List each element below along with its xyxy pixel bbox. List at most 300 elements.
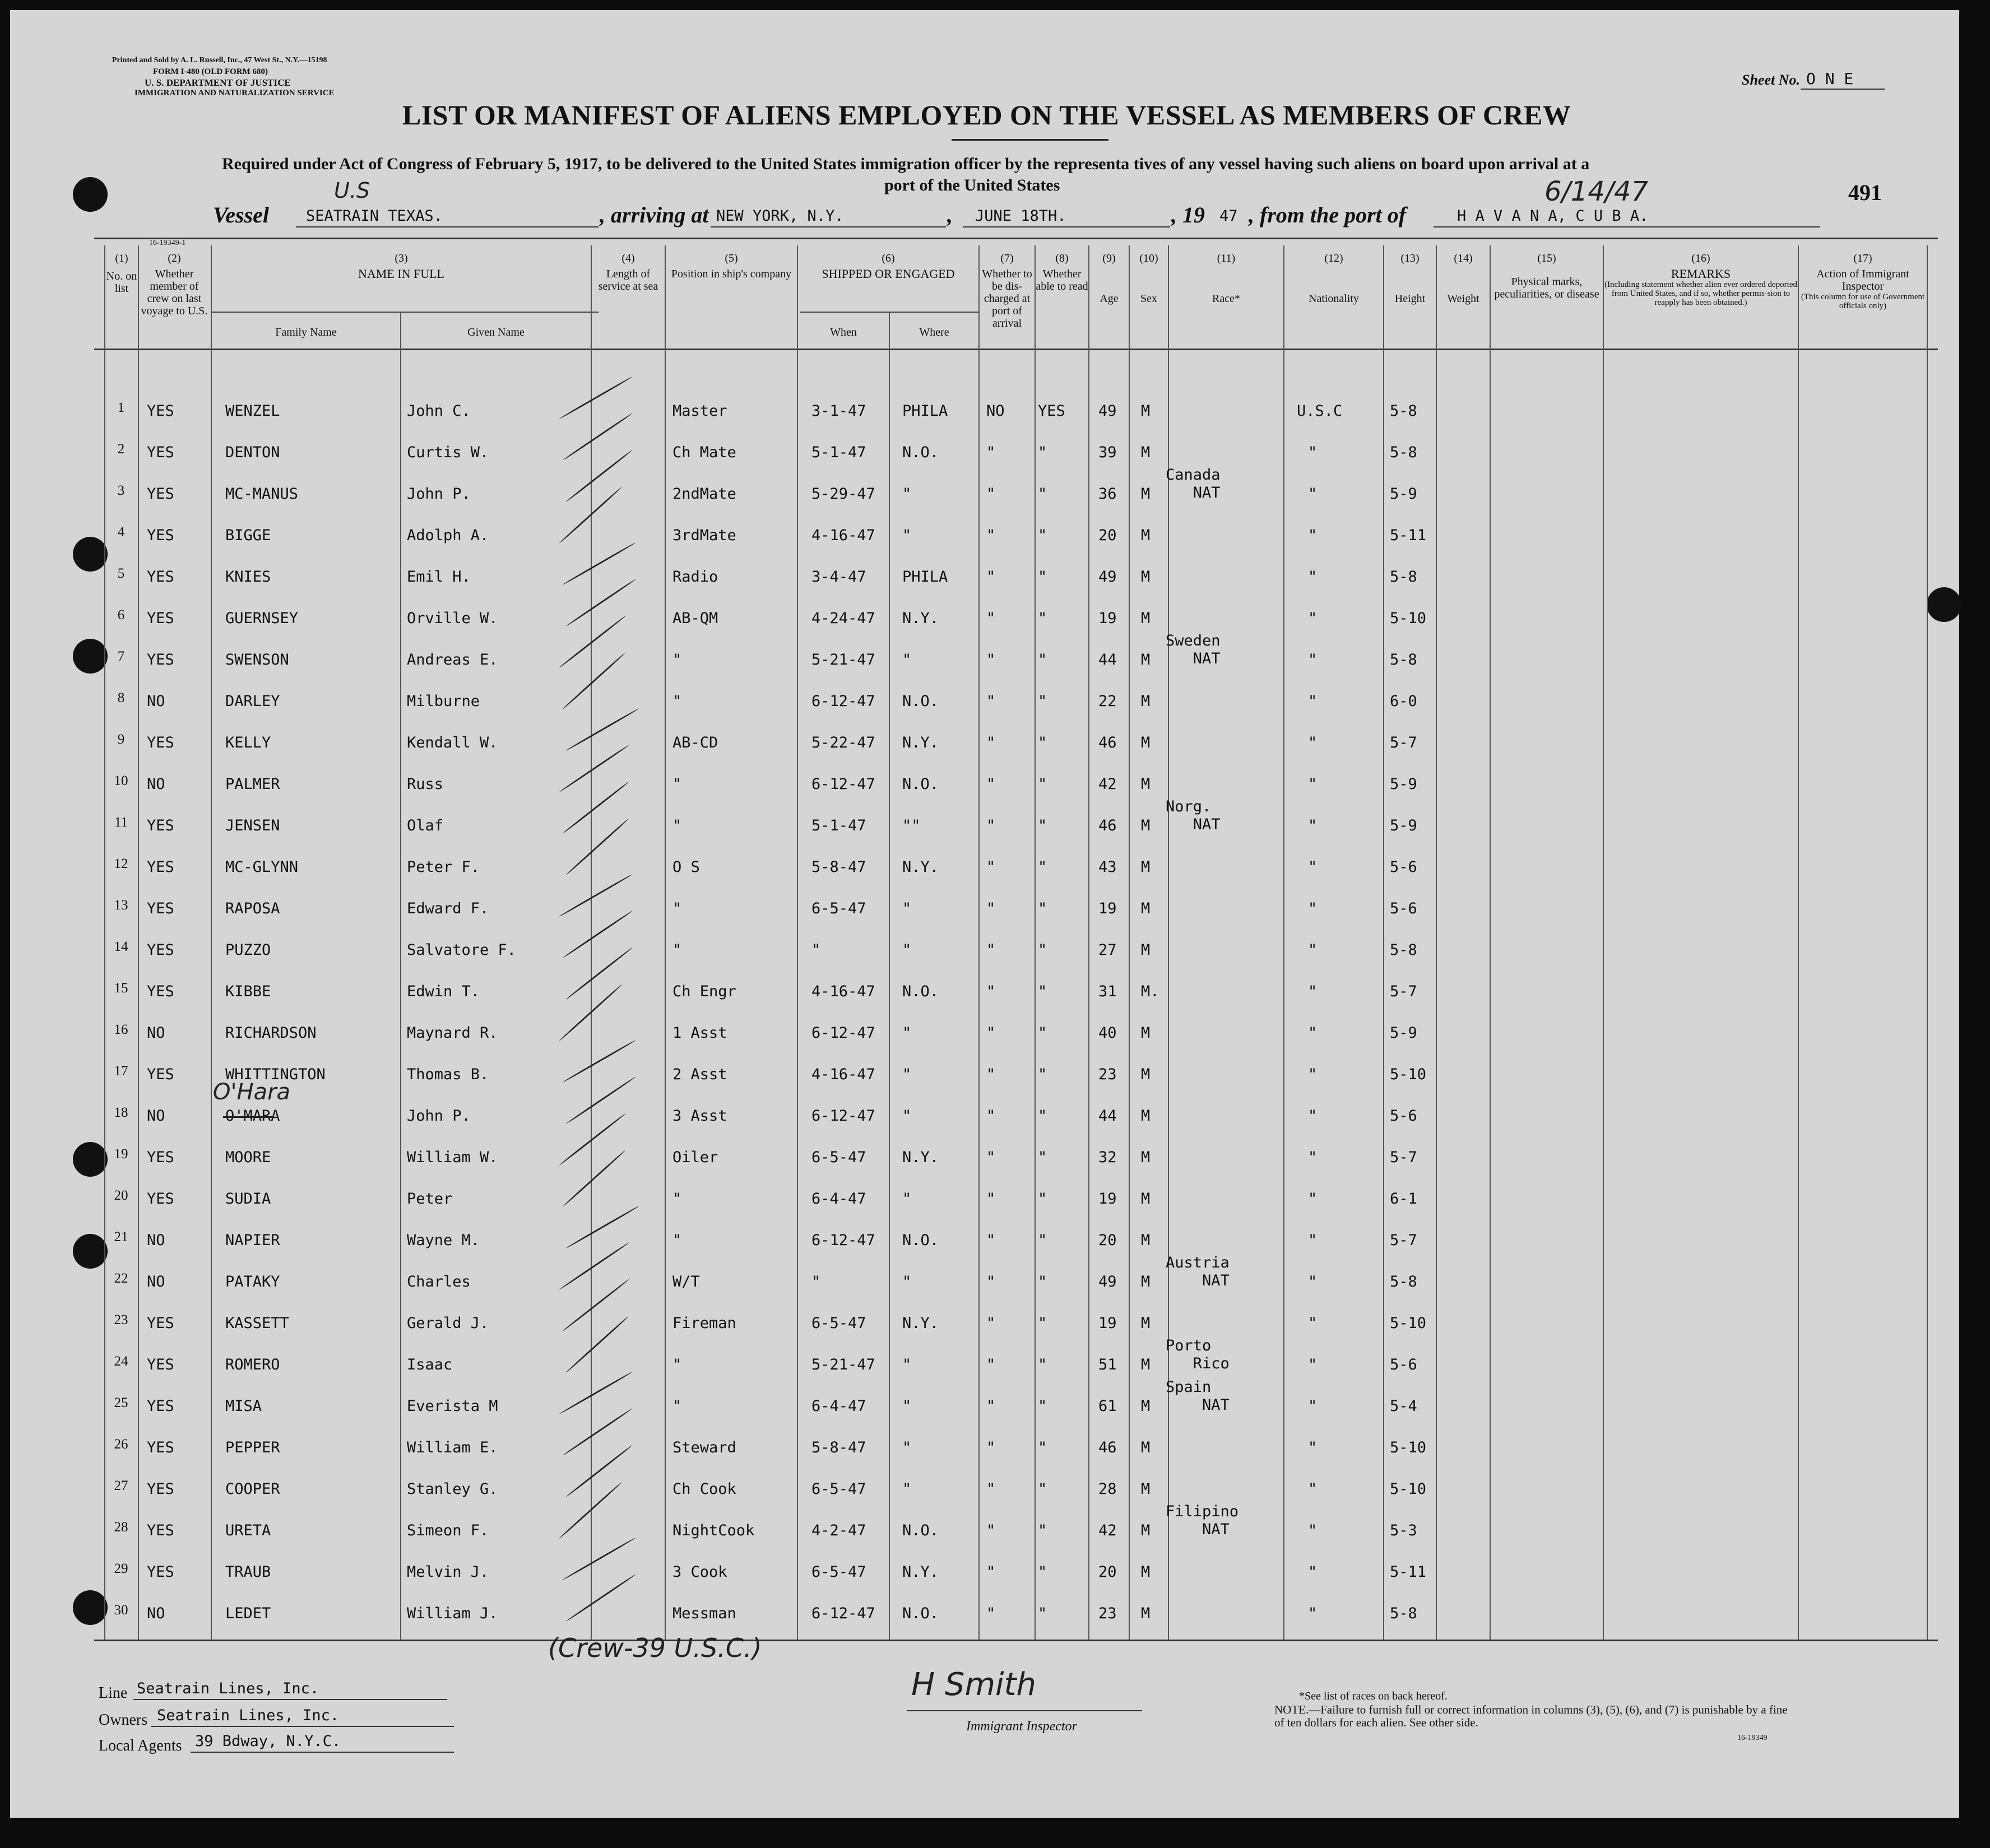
family-name-cell: BIGGE: [225, 527, 271, 544]
family-name-cell: SWENSON: [225, 651, 289, 668]
sheet-label: Sheet No.: [1742, 72, 1800, 88]
from-port: H A V A N A, C U B A.: [1457, 207, 1649, 225]
shipped-where-cell: N.Y.: [902, 610, 939, 627]
height-cell: 5-7: [1390, 983, 1417, 1000]
age-cell: 32: [1098, 1149, 1117, 1166]
height-cell: 5-11: [1390, 527, 1427, 544]
crew-last-voyage-cell: YES: [147, 1522, 174, 1539]
crew-last-voyage-cell: YES: [147, 527, 174, 544]
position-cell: 3 Cook: [672, 1563, 727, 1581]
able-to-read-cell: ": [1038, 900, 1047, 917]
crew-last-voyage-cell: YES: [147, 1480, 174, 1498]
col-15-header: (15) Physical marks, peculiarities, or disease: [1494, 252, 1599, 300]
col-5-header: (5) Position in ship's company: [671, 252, 792, 280]
height-cell: 5-8: [1390, 1605, 1417, 1622]
discharged-cell: ": [986, 651, 996, 668]
sex-cell: M: [1141, 693, 1151, 710]
row-number: 12: [114, 856, 128, 871]
position-cell: ": [672, 941, 682, 959]
row-number: 30: [114, 1603, 128, 1618]
check-mark: [562, 652, 625, 710]
row-number: 28: [114, 1520, 128, 1535]
nationality-cell: ": [1308, 527, 1318, 544]
shipped-where-cell: ": [902, 1480, 912, 1498]
shipped-where-cell: N.O.: [902, 1522, 939, 1539]
family-name-cell: MC-GLYNN: [225, 858, 299, 876]
family-name-cell: O'MARA: [225, 1107, 280, 1125]
discharged-cell: ": [986, 941, 996, 959]
owners-value: Seatrain Lines, Inc.: [157, 1707, 340, 1724]
discharged-cell: ": [986, 1480, 996, 1498]
age-cell: 23: [1098, 1605, 1117, 1622]
age-cell: 44: [1098, 1107, 1117, 1125]
discharged-cell: ": [986, 568, 996, 586]
position-cell: AB-CD: [672, 734, 718, 751]
family-name-cell: NAPIER: [225, 1232, 280, 1249]
sex-cell: M: [1141, 1315, 1151, 1332]
shipped-when-cell: 6-12-47: [811, 776, 875, 793]
nationality-cell: ": [1308, 817, 1318, 834]
sex-cell: M: [1141, 1024, 1151, 1042]
position-cell: AB-QM: [672, 610, 718, 627]
able-to-read-cell: YES: [1038, 402, 1065, 420]
check-mark: [565, 1076, 636, 1124]
sex-cell: M: [1141, 1066, 1151, 1083]
shipped-when-cell: ": [811, 941, 821, 959]
discharged-cell: ": [986, 1563, 996, 1581]
able-to-read-cell: ": [1038, 983, 1047, 1000]
shipped-where-cell: ": [902, 1024, 912, 1042]
position-cell: Ch Cook: [672, 1480, 736, 1498]
crew-last-voyage-cell: NO: [147, 1605, 165, 1622]
given-name-cell: Olaf: [407, 817, 444, 834]
age-cell: 46: [1098, 734, 1117, 751]
age-cell: 19: [1098, 1315, 1117, 1332]
shipped-where-cell: N.O.: [902, 1232, 939, 1249]
row-number: 4: [117, 524, 125, 540]
age-cell: 42: [1098, 1522, 1117, 1539]
sex-cell: M: [1141, 900, 1151, 917]
able-to-read-cell: ": [1038, 1439, 1047, 1456]
height-cell: 5-6: [1390, 858, 1417, 876]
nationality-cell: ": [1308, 1107, 1318, 1125]
family-name-cell: KELLY: [225, 734, 271, 751]
form-code: 16-19349-1: [149, 239, 186, 247]
shipped-where-cell: PHILA: [902, 568, 948, 586]
family-name-cell: TRAUB: [225, 1563, 271, 1581]
row-number: 6: [117, 607, 125, 623]
given-name-cell: Stanley G.: [407, 1480, 498, 1498]
shipped-when-cell: 6-5-47: [811, 1149, 866, 1166]
sex-cell: M: [1141, 1149, 1151, 1166]
nationality-cell: ": [1308, 1190, 1318, 1208]
age-cell: 61: [1098, 1397, 1117, 1415]
shipped-when-cell: 5-1-47: [811, 817, 866, 834]
row-number: 18: [114, 1105, 128, 1120]
col-14-header: (14) Weight: [1447, 252, 1479, 305]
able-to-read-cell: ": [1038, 527, 1047, 544]
position-cell: Steward: [672, 1439, 736, 1456]
sex-cell: M: [1141, 402, 1151, 420]
discharged-cell: ": [986, 1190, 996, 1208]
sex-cell: M: [1141, 1397, 1151, 1415]
row-number: 20: [114, 1188, 128, 1203]
nationality-cell: ": [1308, 651, 1318, 668]
sex-cell: M: [1141, 651, 1151, 668]
shipped-where-cell: N.O.: [902, 983, 939, 1000]
shipped-when-cell: 6-5-47: [811, 1563, 866, 1581]
crew-count-note: (Crew-39 U.S.C.): [548, 1633, 762, 1663]
height-cell: 5-6: [1390, 1356, 1417, 1373]
nationality-cell: ": [1308, 1356, 1318, 1373]
discharged-cell: ": [986, 444, 996, 461]
height-cell: 5-7: [1390, 1149, 1417, 1166]
check-mark: [562, 1039, 635, 1083]
height-cell: 5-10: [1390, 1315, 1427, 1332]
year: 47: [1219, 207, 1238, 225]
given-name-cell: Peter: [407, 1190, 453, 1208]
shipped-when-cell: ": [811, 1273, 821, 1290]
row-number: 11: [114, 815, 128, 830]
height-cell: 6-1: [1390, 1190, 1417, 1208]
crew-last-voyage-cell: YES: [147, 1397, 174, 1415]
age-cell: 40: [1098, 1024, 1117, 1042]
able-to-read-cell: ": [1038, 444, 1047, 461]
row-number: 16: [114, 1022, 128, 1037]
sex-cell: M: [1141, 1522, 1151, 1539]
age-cell: 19: [1098, 610, 1117, 627]
form-number: FORM I-480 (OLD FORM 680): [153, 67, 268, 76]
discharged-cell: ": [986, 1066, 996, 1083]
height-cell: 5-10: [1390, 1480, 1427, 1498]
shipped-when-cell: 6-5-47: [811, 1315, 866, 1332]
handwritten-date: 6/14/47: [1544, 176, 1649, 207]
height-cell: 5-6: [1390, 900, 1417, 917]
crew-last-voyage-cell: YES: [147, 1066, 174, 1083]
vessel-name: SEATRAIN TEXAS.: [306, 207, 443, 225]
discharged-cell: ": [986, 1149, 996, 1166]
nationality-cell: ": [1308, 1232, 1318, 1249]
sex-cell: M: [1141, 610, 1151, 627]
ohara-annotation: O'Hara: [213, 1079, 291, 1105]
able-to-read-cell: ": [1038, 1522, 1047, 1539]
family-name-cell: PALMER: [225, 776, 280, 793]
crew-last-voyage-cell: YES: [147, 1149, 174, 1166]
nationality-cell: ": [1308, 444, 1318, 461]
family-name-cell: KIBBE: [225, 983, 271, 1000]
check-mark: [562, 1150, 625, 1208]
punch-hole: [73, 639, 108, 674]
check-mark: [565, 947, 633, 1000]
height-cell: 5-8: [1390, 941, 1417, 959]
given-name-cell: Thomas B.: [407, 1066, 489, 1083]
vessel-label: Vessel: [213, 202, 269, 227]
able-to-read-cell: ": [1038, 1480, 1047, 1498]
race-cell: Filipino NAT: [1166, 1503, 1239, 1538]
shipped-where-cell: ": [902, 1356, 912, 1373]
age-cell: 51: [1098, 1356, 1117, 1373]
check-mark: [565, 578, 636, 626]
position-cell: W/T: [672, 1273, 700, 1290]
shipped-where-cell: N.Y.: [902, 1563, 939, 1581]
row-number: 24: [114, 1354, 128, 1369]
crew-last-voyage-cell: YES: [147, 1356, 174, 1373]
row-number: 15: [114, 981, 128, 996]
sex-cell: M: [1141, 1190, 1151, 1208]
col-10-header: (10) Sex: [1139, 252, 1158, 305]
able-to-read-cell: ": [1038, 1563, 1047, 1581]
crew-last-voyage-cell: YES: [147, 485, 174, 503]
shipped-when-cell: 6-12-47: [811, 1024, 875, 1042]
arrival-date: JUNE 18TH.: [975, 207, 1066, 225]
shipped-when-cell: 6-5-47: [811, 900, 866, 917]
row-number: 27: [114, 1478, 128, 1493]
shipped-where-cell: ": [902, 941, 912, 959]
shipped-when-cell: 5-1-47: [811, 444, 866, 461]
position-cell: NightCook: [672, 1522, 755, 1539]
nationality-cell: ": [1308, 1480, 1318, 1498]
position-cell: ": [672, 1397, 682, 1415]
nationality-cell: ": [1308, 1397, 1318, 1415]
crew-last-voyage-cell: YES: [147, 817, 174, 834]
race-cell: Porto Rico: [1166, 1337, 1230, 1372]
sex-cell: M: [1141, 485, 1151, 503]
sex-cell: M: [1141, 527, 1151, 544]
sex-cell: M: [1141, 568, 1151, 586]
given-name-cell: Edwin T.: [407, 983, 480, 1000]
printer-line: Printed and Sold by A. L. Russell, Inc., 47 West St., N.Y.—15198: [112, 56, 327, 64]
given-name-cell: Isaac: [407, 1356, 453, 1373]
shipped-when-cell: 3-1-47: [811, 402, 866, 420]
discharged-cell: ": [986, 983, 996, 1000]
position-cell: Ch Mate: [672, 444, 736, 461]
able-to-read-cell: ": [1038, 1190, 1047, 1208]
row-number: 3: [117, 483, 125, 498]
height-cell: 5-8: [1390, 568, 1417, 586]
shipped-when-cell: 3-4-47: [811, 568, 866, 586]
check-mark: [565, 1573, 636, 1622]
race-cell: Austria NAT: [1166, 1254, 1230, 1289]
able-to-read-cell: ": [1038, 1605, 1047, 1622]
crew-last-voyage-cell: YES: [147, 858, 174, 876]
col-16-header: (16) REMARKS (Including statement whether alien ever ordered deported from United States, and if so, whether permis-sion to reapply has been obtained.): [1604, 252, 1798, 307]
nationality-cell: ": [1308, 1024, 1318, 1042]
given-name-cell: Orville W.: [407, 610, 498, 627]
able-to-read-cell: ": [1038, 858, 1047, 876]
row-number: 26: [114, 1437, 128, 1452]
check-mark: [562, 542, 635, 586]
row-number: 10: [114, 773, 128, 788]
crew-last-voyage-cell: NO: [147, 776, 165, 793]
col-11-header: (11) Race*: [1212, 252, 1240, 305]
able-to-read-cell: ": [1038, 610, 1047, 627]
row-number: 14: [114, 939, 128, 954]
shipped-where-cell: ": [902, 1439, 912, 1456]
check-mark: [562, 910, 633, 958]
position-cell: ": [672, 817, 682, 834]
height-cell: 5-8: [1390, 1273, 1417, 1290]
able-to-read-cell: ": [1038, 485, 1047, 503]
col-9-header: (9) Age: [1100, 252, 1119, 305]
check-mark: [565, 449, 633, 503]
shipped-where-cell: N.Y.: [902, 1149, 939, 1166]
age-cell: 20: [1098, 1232, 1117, 1249]
crew-last-voyage-cell: YES: [147, 1439, 174, 1456]
given-name-header: Given Name: [467, 326, 525, 338]
given-name-cell: Emil H.: [407, 568, 471, 586]
age-cell: 20: [1098, 527, 1117, 544]
nationality-cell: U.S.C: [1297, 402, 1343, 420]
nationality-cell: ": [1308, 858, 1318, 876]
races-note: *See list of races on back hereof.: [1299, 1690, 1448, 1702]
punch-hole: [73, 537, 108, 572]
check-mark: [565, 818, 629, 876]
position-cell: 3 Asst: [672, 1107, 727, 1125]
shipped-when-cell: 5-21-47: [811, 651, 875, 668]
discharged-cell: ": [986, 1024, 996, 1042]
height-cell: 5-3: [1390, 1522, 1417, 1539]
crew-last-voyage-cell: YES: [147, 444, 174, 461]
discharged-cell: ": [986, 1605, 996, 1622]
crew-last-voyage-cell: NO: [147, 1107, 165, 1125]
sex-cell: M: [1141, 1273, 1151, 1290]
shipped-where-cell: N.O.: [902, 776, 939, 793]
check-mark: [559, 1242, 629, 1290]
age-cell: 49: [1098, 402, 1117, 420]
height-cell: 5-8: [1390, 444, 1417, 461]
given-name-cell: Wayne M.: [407, 1232, 480, 1249]
age-cell: 20: [1098, 1563, 1117, 1581]
age-cell: 42: [1098, 776, 1117, 793]
discharged-cell: NO: [986, 402, 1005, 420]
owners-label: Owners: [99, 1711, 148, 1729]
sex-cell: M: [1141, 1480, 1151, 1498]
agents-label: Local Agents: [99, 1737, 182, 1754]
height-cell: 5-4: [1390, 1397, 1417, 1415]
height-cell: 5-8: [1390, 651, 1417, 668]
shipped-where-cell: ": [902, 900, 912, 917]
given-name-cell: Andreas E.: [407, 651, 498, 668]
row-number: 7: [117, 649, 125, 664]
given-name-cell: William W.: [407, 1149, 498, 1166]
col-4-header: (4) Length of service at sea: [598, 252, 658, 292]
nationality-cell: ": [1308, 1149, 1318, 1166]
where-header: Where: [919, 326, 949, 338]
row-number: 8: [117, 690, 125, 705]
inspector-signature: H Smith: [911, 1666, 1037, 1703]
when-header: When: [830, 326, 857, 338]
age-cell: 46: [1098, 817, 1117, 834]
family-name-cell: ROMERO: [225, 1356, 280, 1373]
shipped-when-cell: 4-2-47: [811, 1522, 866, 1539]
given-name-cell: Salvatore F.: [407, 941, 517, 959]
row-number: 5: [117, 566, 125, 581]
age-cell: 19: [1098, 900, 1117, 917]
age-cell: 43: [1098, 858, 1117, 876]
able-to-read-cell: ": [1038, 1315, 1047, 1332]
nationality-cell: ": [1308, 1315, 1318, 1332]
family-name-cell: RICHARDSON: [225, 1024, 317, 1042]
check-mark: [562, 1537, 635, 1581]
shipped-when-cell: 4-16-47: [811, 983, 875, 1000]
col-13-header: (13) Height: [1394, 252, 1426, 305]
height-cell: 5-9: [1390, 817, 1417, 834]
position-cell: O S: [672, 858, 700, 876]
row-number: 19: [114, 1146, 128, 1162]
family-name-cell: MC-MANUS: [225, 485, 299, 503]
position-cell: Master: [672, 402, 727, 420]
shipped-when-cell: 4-24-47: [811, 610, 875, 627]
position-cell: 2 Asst: [672, 1066, 727, 1083]
crew-last-voyage-cell: NO: [147, 1232, 165, 1249]
nationality-cell: ": [1308, 1563, 1318, 1581]
age-cell: 28: [1098, 1480, 1117, 1498]
crew-last-voyage-cell: YES: [147, 610, 174, 627]
manifest-sheet: Printed and Sold by A. L. Russell, Inc., 47 West St., N.Y.—15198 FORM I-480 (OLD FORM 680) U. S. DEPARTMENT OF JUSTICE IMMIGRATION AND NATURALIZATION SERVICE Sheet No. O N E LIST OR MANIFEST OF ALIENS EMPLOYED ON THE VESSEL AS MEMBERS OF CREW Required under Act of Congress of February 5, 1917, to be delivered to the United States immigration officer by the representa tives of any vessel having such aliens on board upon arrival at a port of the United States 6/14/47 491 Vessel U.S SEATRAIN TEXAS. , arriving at NEW YORK, N.Y. , JUNE 18TH. , 19 47 , from the port of H A V A N A, C U B A. 16-19349-1 (1) No. on list (2) Whether member of crew on last voyage to U.S. (3) NAME IN FULL Family Name Given Name (4) Length of service at sea (5) Position in ship's company (6) SHIPPED OR ENGAGED When Where (7) Whether to be dis-charged at port of arrival (8) Whether able to read (9) Age (10) Sex (11) Race* (12) Nationality (13) Height (14) Weight (15) Physical marks, peculiarities, or disease (16) REMARKS (Including statement whether alien ever ordered deported from United States, and if so, whether permis-sion to reapply has been obtained.) (17) Action of Immigrant Inspector (This column for use of Government officials only) 1 YES WENZEL John C. Master 3-1-47 PHILA NO YES 49 M U.S.C 5-8 2 YES DENTON Curtis W. Ch Mate 5-1-47 N.O. " " 39 M " 5-8 3 YES MC-MANUS John P. 2ndMate 5-29-47 " " " 36 M " 5-9 Canada NAT 4 YES BIGGE Adolph A. 3rdMate 4-16-47 " " " 20 M " 5-11 5 YES KNIES Emil H. Radio 3-4-47 PHILA " " 49 M " 5-8 6 YES GUERNSEY Orville W. AB-QM 4-24-47 N.Y. " " 19 M " 5-10 7 YES SWENSON Andreas E. " 5-21-47 " " " 44 M " 5-8 Sweden NAT 8 NO DARLEY Milburne " 6-12-47 N.O. " " 22 M " 6-0 9 YES KELLY Kendall W. AB-CD 5-22-47 N.Y. " " 46 M " 5-7 10 NO PALMER Russ " 6-12-47 N.O. " " 42 M " 5-9 11 YES JENSEN Olaf " 5-1-47 "" " " 46 M " 5-9 Norg. NAT 12 YES MC-GLYNN Peter F. O S 5-8-47 N.Y. " " 43 M " 5-6 13 YES RAPOSA Edward F. " 6-5-47 " " " 19 M " 5-6 14 YES PUZZO Salvatore F. " " " " " 27 M " 5-8 15 YES KIBBE Edwin T. Ch Engr 4-16-47 N.O. " " 31 M. " 5-7 16 NO RICHARDSON Maynard R. 1 Asst 6-12-47 " " " 40 M " 5-9 17 YES WHITTINGTON Thomas B. 2 Asst 4-16-47 " " " 23 M " 5-10 18 NO O'MARA John P. 3 Asst 6-12-47 " " " 44 M " 5-6 19 YES MOORE William W. Oiler 6-5-47 N.Y. " " 32 M " 5-7 20 YES SUDIA Peter " 6-4-47 " " " 19 M " 6-1 21 NO NAPIER Wayne M. " 6-12-47 N.O. " " 20 M " 5-7 22 NO PATAKY Charles W/T " " " " 49 M " 5-8 Austria NAT 23 YES KASSETT Gerald J. Fireman 6-5-47 N.Y. " " 19 M " 5-10 24 YES ROMERO Isaac " 5-21-47 " " " 51 M " 5-6 Porto Rico 25 YES MISA Everista M " 6-4-47 " " " 61 M " 5-4 Spain NAT 26 YES PEPPER William E. Steward 5-8-47 " " " 46 M " 5-10 27 YES COOPER Stanley G. Ch Cook 6-5-47 " " " 28 M " 5-10 28 YES URETA Simeon F. NightCook 4-2-47 N.O. " " 42 M " 5-3 Filipino NAT 29 YES TRAUB Melvin J. 3 Cook 6-5-47 N.Y. " " 20 M " 5-11 30 NO LEDET William J. Messman 6-12-47 N.O. " " 23 M " 5-8 O'Hara (Crew-39 U.S.C.) Line Seatrain Lines, Inc. Owners Seatrain Lines, Inc. Local Agents 39 Bdway, N.Y.C. H Smith Immigrant Inspector *See list of races on back hereof. NOTE.—Failure to furnish full or correct information in columns (3), (5), (6), and (7) is punishable by a fine of ten dollars for each alien. See other side. 16-19349: [10, 10, 1959, 1818]
check-mark: [562, 1408, 633, 1456]
given-name-cell: John P.: [407, 485, 471, 503]
row-number: 13: [114, 898, 128, 913]
row-number: 21: [114, 1229, 128, 1245]
agents-value: 39 Bdway, N.Y.C.: [195, 1733, 341, 1750]
discharged-cell: ": [986, 1107, 996, 1125]
sex-cell: M: [1141, 1356, 1151, 1373]
given-name-cell: John P.: [407, 1107, 471, 1125]
height-cell: 6-0: [1390, 693, 1417, 710]
able-to-read-cell: ": [1038, 693, 1047, 710]
given-name-cell: Charles: [407, 1273, 471, 1290]
family-name-cell: JENSEN: [225, 817, 280, 834]
col-2-header: (2) Whether member of crew on last voyage to U.S.: [141, 252, 208, 317]
crew-last-voyage-cell: NO: [147, 1273, 165, 1290]
punch-hole: [1927, 587, 1961, 622]
given-name-cell: William J.: [407, 1605, 498, 1622]
discharged-cell: ": [986, 1315, 996, 1332]
punch-hole: [73, 1142, 108, 1177]
col-17-header: (17) Action of Immigrant Inspector (This column for use of Government officials only): [1801, 252, 1925, 310]
able-to-read-cell: ": [1038, 776, 1047, 793]
height-cell: 5-8: [1390, 402, 1417, 420]
col-1-header: (1) No. on list: [106, 252, 137, 295]
race-cell: Spain NAT: [1166, 1378, 1230, 1414]
family-name-cell: PEPPER: [225, 1439, 280, 1456]
age-cell: 19: [1098, 1190, 1117, 1208]
penalty-note: NOTE.—Failure to furnish full or correct information in columns (3), (5), (6), and (7) is punishable by a fine of ten dollars for each alien. See other side.: [1274, 1703, 1788, 1729]
race-cell: Canada NAT: [1166, 466, 1221, 502]
discharged-cell: ": [986, 485, 996, 503]
height-cell: 5-10: [1390, 610, 1427, 627]
sex-cell: M: [1141, 444, 1151, 461]
shipped-when-cell: 6-12-47: [811, 693, 875, 710]
shipped-where-cell: ": [902, 1107, 912, 1125]
shipped-where-cell: N.O.: [902, 693, 939, 710]
given-name-cell: John C.: [407, 402, 471, 420]
row-number: 2: [117, 442, 125, 457]
col-3-header: (3) NAME IN FULL: [358, 252, 444, 281]
inspector-label: Immigrant Inspector: [966, 1719, 1077, 1734]
shipped-where-cell: N.Y.: [902, 734, 939, 751]
discharged-cell: ": [986, 693, 996, 710]
height-cell: 5-11: [1390, 1563, 1427, 1581]
shipped-when-cell: 5-22-47: [811, 734, 875, 751]
able-to-read-cell: ": [1038, 817, 1047, 834]
height-cell: 5-10: [1390, 1439, 1427, 1456]
shipped-where-cell: PHILA: [902, 402, 948, 420]
shipped-where-cell: N.O.: [902, 1605, 939, 1622]
able-to-read-cell: ": [1038, 941, 1047, 959]
shipped-where-cell: N.Y.: [902, 1315, 939, 1332]
col-8-header: (8) Whether able to read: [1036, 252, 1088, 292]
